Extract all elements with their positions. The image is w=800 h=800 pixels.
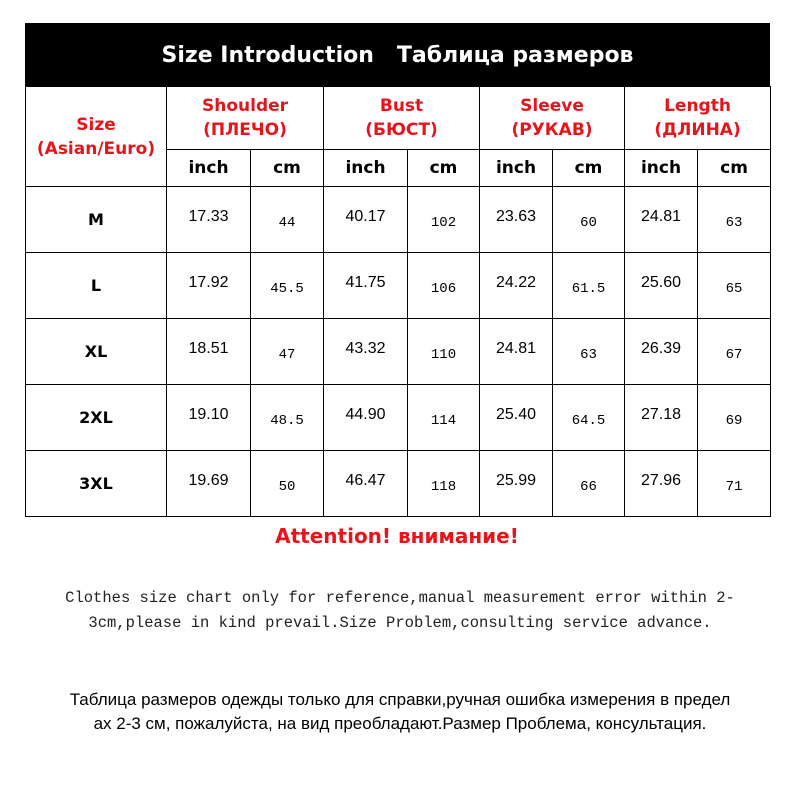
table-row	[26, 319, 771, 385]
bust-cm-cell: 118	[408, 451, 480, 517]
length-inch-cell: 27.18	[625, 385, 698, 451]
shoulder-cm-cell: 45.5	[251, 253, 324, 319]
size-header-line1: Size	[76, 114, 116, 135]
size-label: XL	[26, 319, 167, 385]
russian-disclaimer	[18, 688, 782, 736]
length-header	[625, 87, 771, 150]
shoulder-header-line2: (ПЛЕЧО)	[203, 120, 287, 140]
size-column-header	[26, 87, 167, 187]
table-row	[26, 385, 771, 451]
size-header-line2: (Asian/Euro)	[36, 138, 156, 159]
size-label: 3XL	[26, 451, 167, 517]
unit-header: inch	[625, 150, 698, 187]
length-inch-cell: 24.81	[625, 187, 698, 253]
sleeve-header-line2: (РУКАВ)	[511, 120, 593, 140]
bust-cm-cell: 114	[408, 385, 480, 451]
sleeve-cm-cell: 61.5	[553, 253, 625, 319]
bust-header-line2: (БЮСТ)	[365, 120, 438, 140]
size-label: 2XL	[26, 385, 167, 451]
length-header-line1: Length	[664, 96, 731, 116]
length-cm-cell: 65	[698, 253, 771, 319]
length-inch-cell: 25.60	[625, 253, 698, 319]
bust-inch-cell: 41.75	[324, 253, 408, 319]
shoulder-header	[167, 87, 324, 150]
bust-inch-cell: 44.90	[324, 385, 408, 451]
table-row	[26, 253, 771, 319]
table-row	[26, 451, 771, 517]
shoulder-header-line1: Shoulder	[201, 96, 289, 116]
unit-header: cm	[553, 150, 625, 187]
english-disclaimer-line1: Clothes size chart only for reference,manual measurement error within 2-	[65, 589, 735, 607]
english-disclaimer	[30, 586, 770, 636]
length-cm-cell: 67	[698, 319, 771, 385]
unit-header: inch	[480, 150, 553, 187]
length-cm-cell: 63	[698, 187, 771, 253]
shoulder-inch-cell: 18.51	[167, 319, 251, 385]
bust-inch-cell: 43.32	[324, 319, 408, 385]
sleeve-header	[480, 87, 625, 150]
unit-header: inch	[324, 150, 408, 187]
size-label: L	[26, 253, 167, 319]
shoulder-cm-cell: 50	[251, 451, 324, 517]
table-row	[26, 187, 771, 253]
shoulder-cm-cell: 44	[251, 187, 324, 253]
bust-cm-cell: 102	[408, 187, 480, 253]
length-header-line2: (ДЛИНА)	[654, 120, 741, 140]
shoulder-inch-cell: 19.69	[167, 451, 251, 517]
sleeve-cm-cell: 64.5	[553, 385, 625, 451]
bust-inch-cell: 40.17	[324, 187, 408, 253]
length-cm-cell: 69	[698, 385, 771, 451]
attention-heading: Attention! внимание!	[275, 524, 519, 548]
group-header-row	[26, 87, 771, 150]
bust-header	[324, 87, 480, 150]
unit-header: cm	[698, 150, 771, 187]
sleeve-cm-cell: 63	[553, 319, 625, 385]
bust-cm-cell: 106	[408, 253, 480, 319]
shoulder-cm-cell: 48.5	[251, 385, 324, 451]
size-chart-table	[25, 86, 771, 517]
unit-header: cm	[251, 150, 324, 187]
sleeve-header-line1: Sleeve	[520, 96, 584, 116]
shoulder-inch-cell: 17.33	[167, 187, 251, 253]
english-disclaimer-line2: 3cm,please in kind prevail.Size Problem,consulting service advance.	[88, 614, 712, 632]
bust-inch-cell: 46.47	[324, 451, 408, 517]
shoulder-cm-cell: 47	[251, 319, 324, 385]
size-label: M	[26, 187, 167, 253]
length-cm-cell: 71	[698, 451, 771, 517]
shoulder-inch-cell: 17.92	[167, 253, 251, 319]
sleeve-inch-cell: 24.81	[480, 319, 553, 385]
bust-cm-cell: 110	[408, 319, 480, 385]
shoulder-inch-cell: 19.10	[167, 385, 251, 451]
sleeve-cm-cell: 60	[553, 187, 625, 253]
russian-disclaimer-line1: Таблица размеров одежды только для справки,ручная ошибка измерения в предел	[69, 690, 731, 709]
unit-header: cm	[408, 150, 480, 187]
page-title: Size Introduction Таблица размеров	[25, 23, 770, 87]
sleeve-inch-cell: 25.99	[480, 451, 553, 517]
russian-disclaimer-line2: ах 2-3 см, пожалуйста, на вид преобладают.Размер Проблема, консультация.	[93, 714, 707, 733]
sleeve-cm-cell: 66	[553, 451, 625, 517]
length-inch-cell: 26.39	[625, 319, 698, 385]
unit-header: inch	[167, 150, 251, 187]
sleeve-inch-cell: 23.63	[480, 187, 553, 253]
bust-header-line1: Bust	[379, 96, 424, 116]
sleeve-inch-cell: 25.40	[480, 385, 553, 451]
sleeve-inch-cell: 24.22	[480, 253, 553, 319]
length-inch-cell: 27.96	[625, 451, 698, 517]
